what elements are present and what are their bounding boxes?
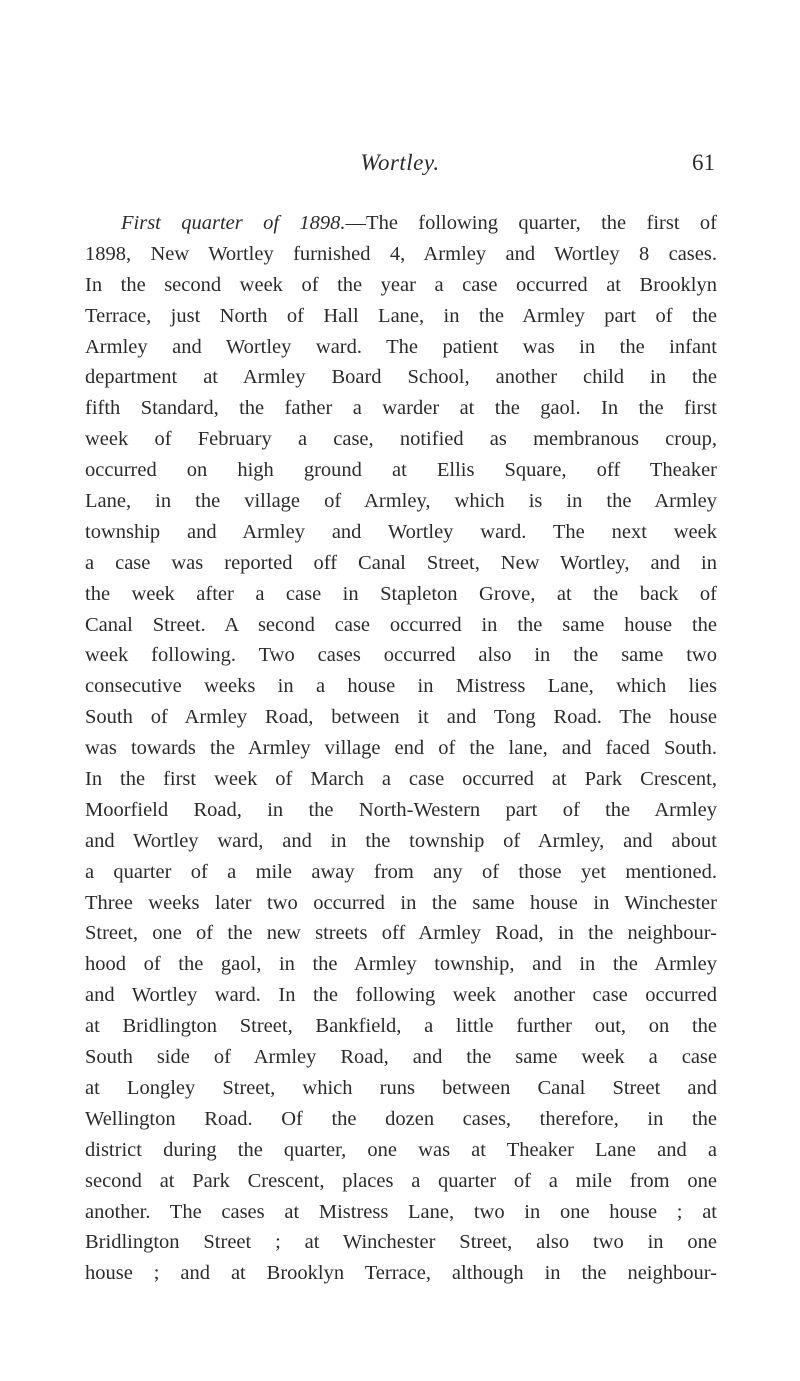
text-line: hood of the gaol, in the Armley township, and in the Armley	[85, 953, 717, 976]
page-header	[0, 150, 800, 190]
first-line-text: —The following quarter, the first of	[345, 212, 717, 234]
text-line: week following. Two cases occurred also in the same two	[85, 644, 717, 667]
text-line: Bridlington Street ; at Winchester Street, also two in one	[85, 1231, 717, 1254]
text-line: Three weeks later two occurred in the same house in Winchester	[85, 891, 717, 914]
text-line: consecutive weeks in a house in Mistress Lane, which lies	[85, 675, 717, 698]
text-line: South of Armley Road, between it and Tong Road. The house	[85, 706, 717, 729]
text-line: Lane, in the village of Armley, which is in the Armley	[85, 490, 717, 513]
text-line: at Longley Street, which runs between Canal Street and	[85, 1076, 717, 1099]
text-line: Street, one of the new streets off Armley Road, in the neighbour-	[85, 922, 717, 945]
text-line: South side of Armley Road, and the same week a case	[85, 1046, 717, 1069]
page-number: 61	[692, 150, 715, 175]
text-line: fifth Standard, the father a warder at the gaol. In the first	[85, 397, 717, 420]
text-line: and Wortley ward, and in the township of Armley, and about	[85, 829, 717, 852]
text-line: Wellington Road. Of the dozen cases, therefore, in the	[85, 1107, 717, 1130]
text-line: the week after a case in Stapleton Grove, at the back of	[85, 582, 717, 605]
text-line: township and Armley and Wortley ward. The next week	[85, 520, 717, 543]
body-paragraph	[85, 208, 717, 1289]
text-line: a quarter of a mile away from any of those yet mentioned.	[85, 860, 717, 883]
text-line: Armley and Wortley ward. The patient was in the infant	[85, 335, 717, 358]
section-heading-italic: First quarter of 1898.	[121, 212, 346, 234]
text-line: and Wortley ward. In the following week another case occurred	[85, 984, 717, 1007]
text-line: occurred on high ground at Ellis Square, off Theaker	[85, 459, 717, 482]
text-line: Moorfield Road, in the North-Western part of the Armley	[85, 798, 717, 821]
text-line: In the first week of March a case occurred at Park Crescent,	[85, 768, 717, 791]
text-line: 1898, New Wortley furnished 4, Armley and Wortley 8 cases.	[85, 242, 717, 265]
text-line: house ; and at Brooklyn Terrace, although in the neighbour-	[85, 1262, 717, 1285]
text-line: Canal Street. A second case occurred in the same house the	[85, 613, 717, 636]
text-line: In the second week of the year a case occurred at Brooklyn	[85, 273, 717, 296]
text-line: department at Armley Board School, another child in the	[85, 366, 717, 389]
paragraph-first-line	[85, 208, 717, 239]
running-title: Wortley.	[360, 150, 440, 175]
text-line: at Bridlington Street, Bankfield, a little further out, on the	[85, 1015, 717, 1038]
text-line: week of February a case, notified as membranous croup,	[85, 428, 717, 451]
paragraph-lines	[85, 239, 717, 1289]
text-line: was towards the Armley village end of the lane, and faced South.	[85, 737, 717, 760]
text-line: a case was reported off Canal Street, New Wortley, and in	[85, 551, 717, 574]
text-line: second at Park Crescent, places a quarter of a mile from one	[85, 1169, 717, 1192]
text-line: district during the quarter, one was at Theaker Lane and a	[85, 1138, 717, 1161]
text-line: Terrace, just North of Hall Lane, in the Armley part of the	[85, 304, 717, 327]
text-line: another. The cases at Mistress Lane, two in one house ; at	[85, 1200, 717, 1223]
